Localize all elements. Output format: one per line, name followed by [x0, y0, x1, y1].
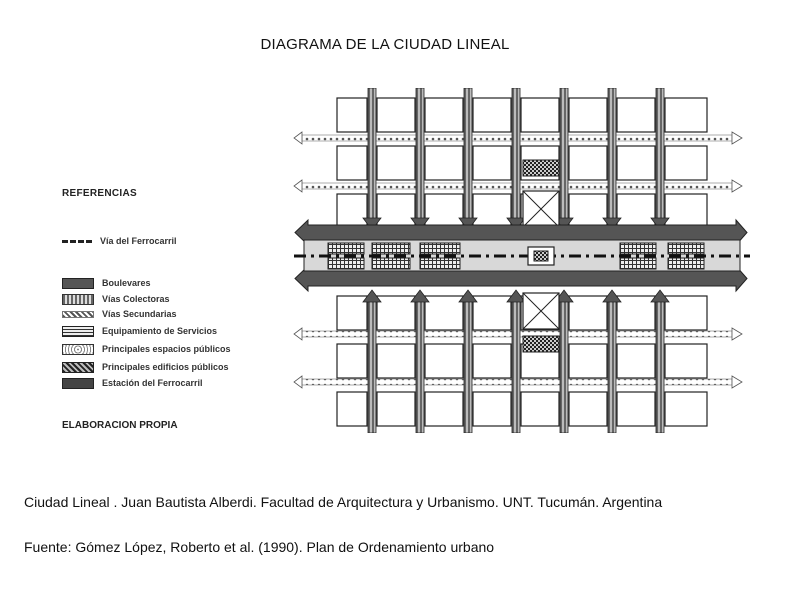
- legend-footer: ELABORACION PROPIA: [62, 420, 178, 431]
- city-block: [521, 98, 559, 132]
- city-block: [665, 392, 707, 426]
- legend-item-public-buildings: [62, 360, 229, 374]
- service-equipment: [420, 258, 460, 269]
- city-block: [337, 344, 367, 378]
- collector-road-swatch-icon: [62, 294, 94, 305]
- collector-road: [416, 88, 424, 222]
- city-block: [569, 344, 607, 378]
- city-block: [377, 296, 415, 330]
- legend-item-secondary-roads: [62, 307, 177, 321]
- collector-road: [464, 298, 472, 433]
- road-arrow-icon: [294, 376, 302, 388]
- city-block: [569, 194, 607, 228]
- road-arrow-icon: [294, 180, 302, 192]
- caption-source: Fuente: Gómez López, Roberto et al. (1990). Plan de Ordenamiento urbano: [24, 539, 495, 555]
- legend-label: Vías Secundarias: [102, 309, 177, 319]
- collector-road: [656, 88, 664, 222]
- city-block: [665, 344, 707, 378]
- service-equipment: [372, 243, 410, 254]
- legend-item-railway-station: [62, 376, 203, 390]
- city-block: [665, 194, 707, 228]
- city-block: [337, 98, 367, 132]
- city-block: [473, 296, 511, 330]
- collector-road: [464, 88, 472, 222]
- collector-road: [416, 298, 424, 433]
- collector-road: [368, 88, 376, 222]
- collector-road: [368, 298, 376, 433]
- collector-road: [560, 88, 568, 222]
- collector-road: [608, 298, 616, 433]
- legend-item-railway: [62, 234, 177, 248]
- city-block: [569, 392, 607, 426]
- city-block: [337, 194, 367, 228]
- service-equipment: [668, 258, 704, 269]
- legend: [52, 178, 302, 440]
- city-block: [337, 296, 367, 330]
- city-block: [569, 296, 607, 330]
- city-block: [377, 146, 415, 180]
- city-block: [377, 392, 415, 426]
- legend-item-boulevards: [62, 276, 151, 290]
- legend-label: Principales edificios públicos: [102, 362, 229, 372]
- city-block: [377, 344, 415, 378]
- city-block: [473, 344, 511, 378]
- road-arrow-icon: [732, 328, 742, 340]
- caption-credit: Ciudad Lineal . Juan Bautista Alberdi. Facultad de Arquitectura y Urbanismo. UNT. Tucumán. Argentina: [24, 494, 663, 510]
- collector-road: [608, 88, 616, 222]
- central-corridor: [294, 240, 750, 271]
- legend-label: Boulevares: [102, 278, 151, 288]
- city-block: [337, 392, 367, 426]
- public-space-swatch-icon: [62, 344, 94, 355]
- city-block: [473, 146, 511, 180]
- road-arrow-icon: [294, 132, 302, 144]
- linear-city-diagram: [292, 88, 752, 433]
- city-block: [617, 392, 655, 426]
- legend-label: Vía del Ferrocarril: [100, 236, 177, 246]
- city-block: [569, 98, 607, 132]
- city-block: [665, 296, 707, 330]
- city-block: [473, 98, 511, 132]
- city-block: [617, 344, 655, 378]
- city-block: [473, 392, 511, 426]
- legend-item-service-equipment: [62, 324, 217, 338]
- service-equipment: [668, 243, 704, 254]
- legend-label: Vías Colectoras: [102, 294, 170, 304]
- city-block: [425, 146, 463, 180]
- service-equipment: [420, 243, 460, 254]
- public-building-swatch-icon: [62, 362, 94, 373]
- city-block: [521, 392, 559, 426]
- city-block: [569, 146, 607, 180]
- city-block: [425, 98, 463, 132]
- legend-item-public-spaces: [62, 342, 231, 356]
- railway-line-icon: [62, 240, 92, 243]
- legend-item-collector-roads: [62, 292, 170, 306]
- collector-road: [560, 298, 568, 433]
- service-equipment: [328, 258, 364, 269]
- secondary-road-swatch-icon: [62, 311, 94, 318]
- city-block: [617, 146, 655, 180]
- city-block: [425, 344, 463, 378]
- road-arrow-icon: [294, 328, 302, 340]
- service-equipment-swatch-icon: [62, 326, 94, 337]
- city-block: [617, 194, 655, 228]
- city-block: [665, 98, 707, 132]
- road-arrow-icon: [732, 132, 742, 144]
- city-block: [617, 98, 655, 132]
- city-block: [337, 146, 367, 180]
- city-block: [425, 194, 463, 228]
- diagram-title: DIAGRAMA DE LA CIUDAD LINEAL: [260, 36, 510, 53]
- railway-station-swatch-icon: [62, 378, 94, 389]
- city-block: [377, 98, 415, 132]
- road-arrow-icon: [732, 180, 742, 192]
- boulevard-swatch-icon: [62, 278, 94, 289]
- legend-label: Estación del Ferrocarril: [102, 378, 203, 388]
- city-block: [617, 296, 655, 330]
- city-block: [425, 296, 463, 330]
- legend-heading: REFERENCIAS: [62, 188, 137, 199]
- collector-road: [512, 88, 520, 222]
- service-equipment: [328, 243, 364, 254]
- city-block: [473, 194, 511, 228]
- city-block: [425, 392, 463, 426]
- service-equipment: [620, 258, 656, 269]
- road-arrow-icon: [732, 376, 742, 388]
- service-equipment: [372, 258, 410, 269]
- legend-label: Equipamiento de Servicios: [102, 326, 218, 336]
- collector-road: [656, 298, 664, 433]
- city-block: [377, 194, 415, 228]
- collector-road: [512, 298, 520, 433]
- service-equipment: [620, 243, 656, 254]
- city-block: [665, 146, 707, 180]
- public-building: [523, 336, 559, 352]
- public-building: [523, 160, 559, 176]
- legend-label: Principales espacios públicos: [102, 344, 231, 354]
- railway-station-core: [534, 251, 548, 261]
